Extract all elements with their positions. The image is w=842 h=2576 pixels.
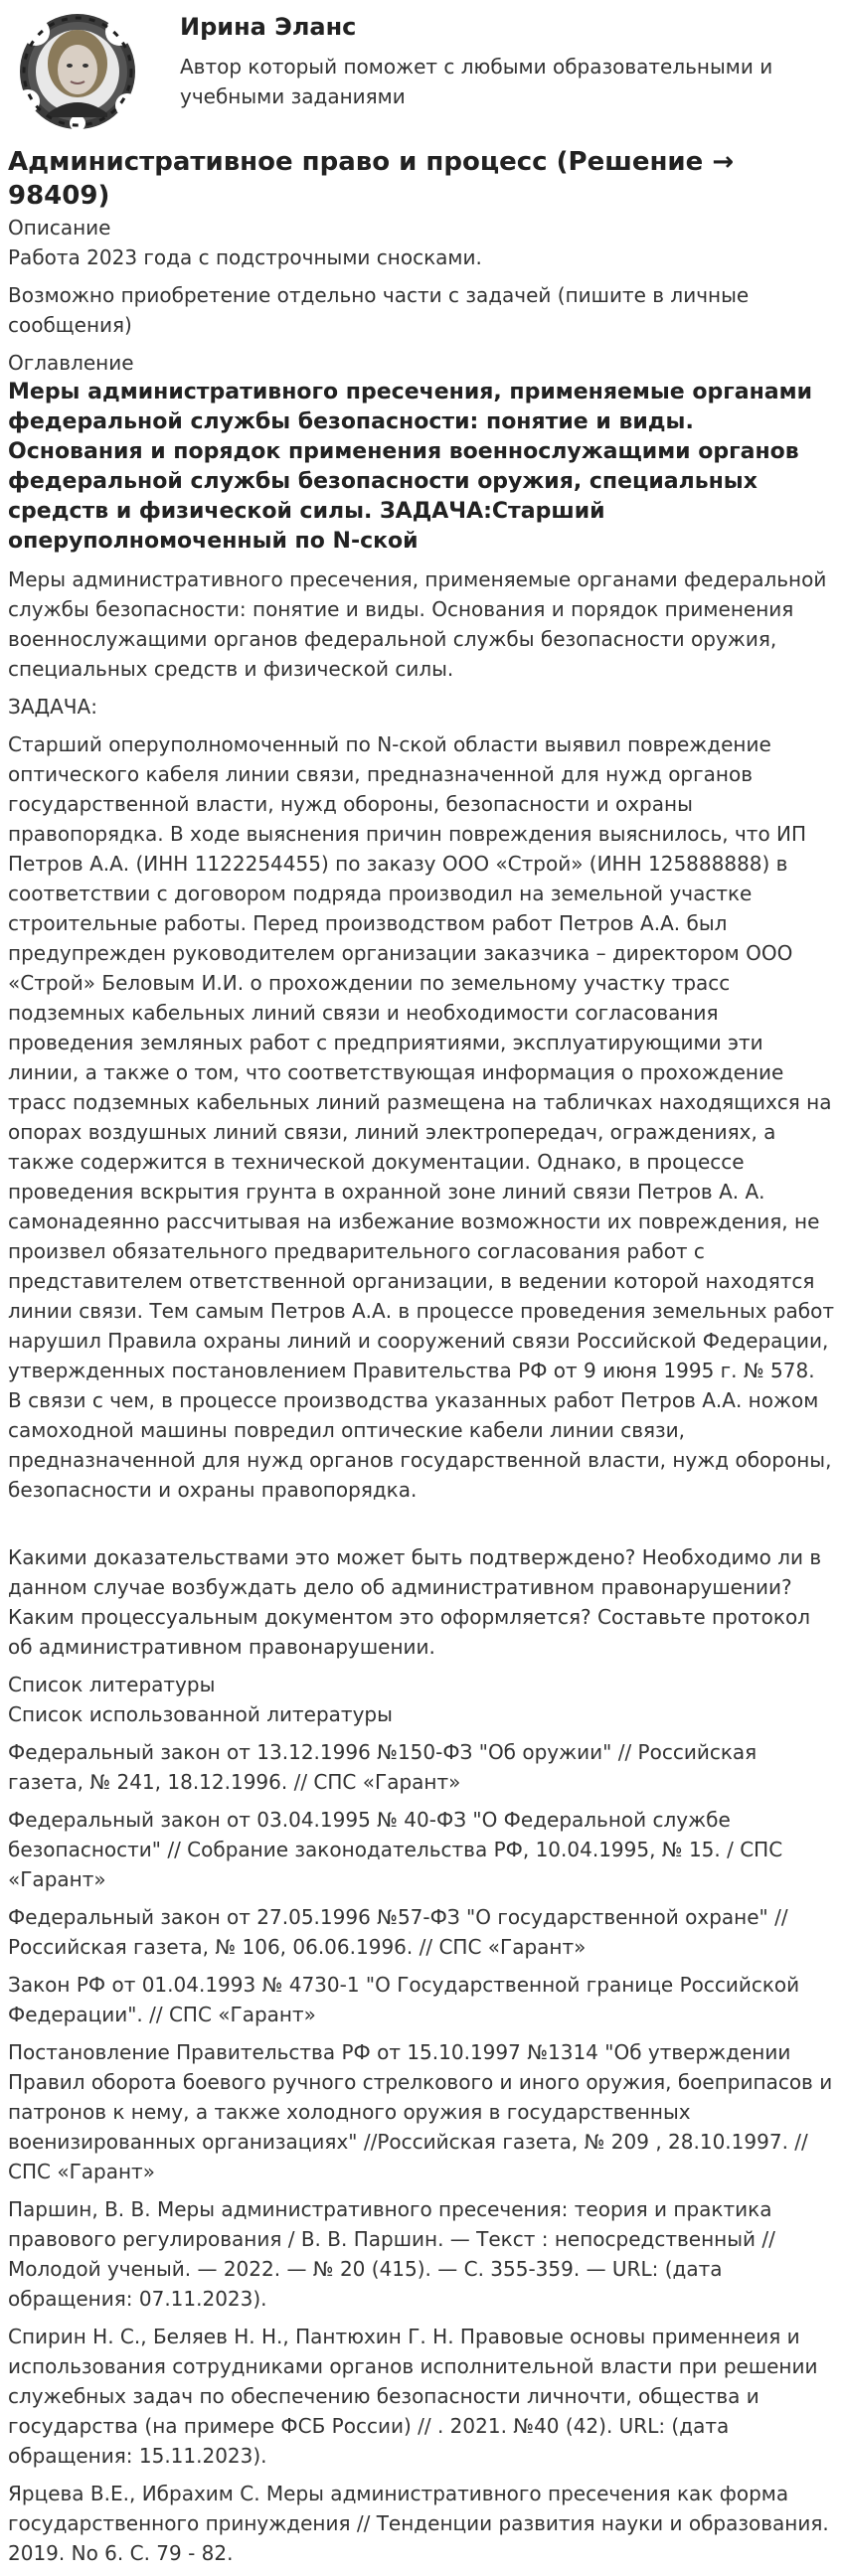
toc-label: Оглавление <box>8 351 134 375</box>
task-label: ЗАДАЧА: <box>8 695 97 719</box>
reference-item: Постановление Правительства РФ от 15.10.1997 №1314 "Об утверждении Правил оборота боевого ручного стрелкового и иного оружия, боеприпасов и патронов к нему, а также холодного оружия в государственных военизированных организациях" //Российская газета, № 209 , 28.10.1997. // СПС «Гарант» <box>8 2040 833 2183</box>
work-title: Административное право и процесс (Решение → 98409) <box>8 147 735 211</box>
task-text: Старший оперуполномоченный по N-ской области выявил повреждение оптического кабеля линии связи, предназначенной для нужд органов государственной власти, нужд обороны, безопасности и охраны правопорядка. В ходе выяснения причин повреждения выяснилось, что ИП Петров А.А. (ИНН 1122254455) по заказу ООО «Строй» (ИНН 125888888) в соответствии с договором подряда производил на земельной участке строительные работы. Перед производством работ Петров А.А. был предупрежден руководителем организации заказчика – директором ООО «Строй» Беловым И.И. о прохождении по земельному участку трасс подземных кабельных линий связи и необходимости согласования проведения земляных работ с предприятиями, эксплуатирующими эти линии, а также о том, что соответствующая информация о прохождение трасс подземных кабельных линий размещена на табличках находящихся на опорах воздушных линий связи, линий электропередач, ограждениях, а также содержится в технической документации. Однако, в процессе проведения вскрытия грунта в охранной зоне линий связи Петров А. А. самонадеянно рассчитывая на избежание возможности их повреждения, не произвел обязательного предварительного согласования работ с представителем ответственной организации, в ведении которой находятся линии связи. Тем самым Петров А.А. в процессе проведения земельных работ нарушил Правила охраны линий и сооружений связи Российской Федерации, утвержденных постановлением Правительства РФ от 9 июня 1995 г. № 578. В связи с чем, в процессе производства указанных работ Петров А.А. ножом самоходной машины повредил оптические кабели линии связи, предназначенной для нужд органов государственной власти, нужд обороны, безопасности и охраны правопорядка. <box>8 732 834 1502</box>
references-sublabel: Список использованной литературы <box>8 1702 393 1726</box>
author-name[interactable]: Ирина Эланс <box>180 13 357 41</box>
references-label: Список литературы <box>8 1673 216 1696</box>
reference-item: Закон РФ от 01.04.1993 № 4730-1 "О Государственной границе Российской Федерации". // СПС «Гарант» <box>8 1973 800 2026</box>
author-block <box>8 0 834 135</box>
author-avatar[interactable] <box>8 6 152 133</box>
reference-item: Ярцева В.Е., Ибрахим С. Меры административного пресечения как форма государственного принуждения // Тенденции развития науки и образования. 2019. No 6. С. 79 - 82. <box>8 2482 829 2565</box>
task-questions: Какими доказательствами это может быть подтверждено? Необходимо ли в данном случае возбуждать дело об административном правонарушении? Каким процессуальным документом это оформляется? Составьте протокол об административном правонарушении. <box>8 1545 822 1659</box>
description-paragraph: Возможно приобретение отдельно части с задачей (пишите в личные сообщения) <box>8 283 750 337</box>
reference-item: Паршин, В. В. Меры административного пресечения: теория и практика правового регулирования / В. В. Паршин. — Текст : непосредственный // Молодой ученый. — 2022. — № 20 (415). — С. 355-359. — URL: (дата обращения: 07.11.2023). <box>8 2197 775 2311</box>
toc-heading: Меры административного пресечения, применяемые органами федеральной службы безопасности: понятие и виды. Основания и порядок применения военнослужащими органов федеральной службы безопасности оружия, специальных средств и физической силы. ЗАДАЧА:Старший оперуполномоченный по N-ской <box>8 380 813 554</box>
author-info <box>152 6 796 111</box>
reference-item: Федеральный закон от 27.05.1996 №57-ФЗ "О государственной охране" // Российская газета, № 106, 06.06.1996. // СПС «Гарант» <box>8 1905 788 1959</box>
reference-item: Федеральный закон от 13.12.1996 №150-ФЗ "Об оружии" // Российская газета, № 241, 18.12.1996. // СПС «Гарант» <box>8 1740 758 1794</box>
spacer <box>8 1513 834 1542</box>
toc-intro: Меры административного пресечения, применяемые органами федеральной службы безопасности: понятие и виды. Основания и порядок применения военнослужащими органов федеральной службы безопасности оружия, специальных средств и физической силы. <box>8 567 827 681</box>
film-reel-avatar-icon <box>8 6 152 133</box>
author-description: Автор который поможет с любыми образовательными и учебными заданиями <box>180 55 773 108</box>
description-paragraph: Работа 2023 года с подстрочными сносками. <box>8 245 482 269</box>
reference-item: Федеральный закон от 03.04.1995 № 40-ФЗ "О Федеральной службе безопасности" // Собрание законодательства РФ, 10.04.1995, № 15. / СПС «Гарант» <box>8 1808 783 1891</box>
description-label: Описание <box>8 216 111 240</box>
reference-item: Спирин Н. С., Беляев Н. Н., Пантюхин Г. Н. Правовые основы применнеия и использования сотрудниками органов исполнительной власти при решении служебных задач по обеспечению безопасности личночти, общества и государства (на примере ФСБ России) // . 2021. №40 (42). URL: (дата обращения: 15.11.2023). <box>8 2325 818 2468</box>
